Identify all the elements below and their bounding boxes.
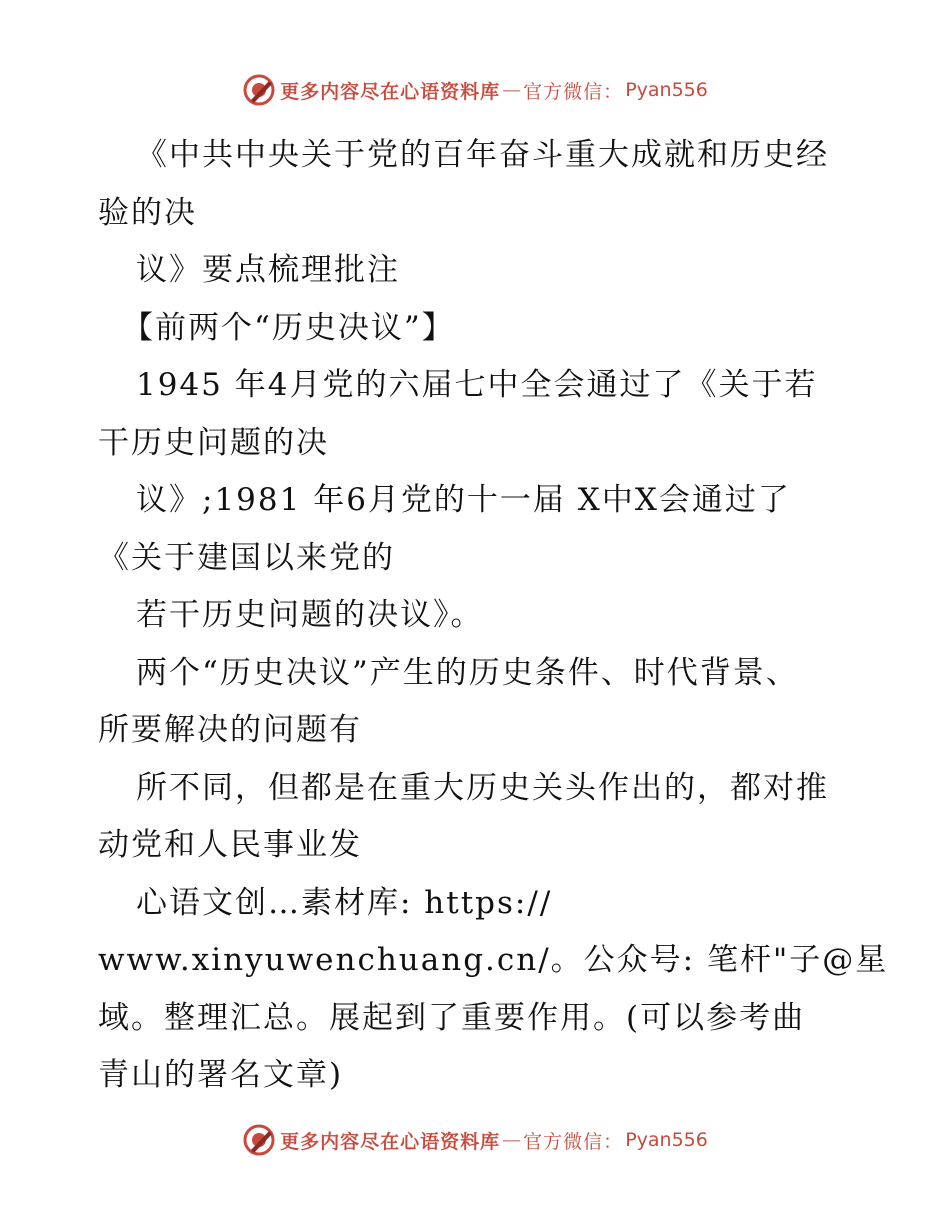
text-line: 心语文创…素材库: https:// [136, 884, 553, 921]
section-heading: 【前两个“历史决议”】 [122, 309, 455, 346]
text-line: 若干历史问题的决议》。 [136, 597, 484, 633]
document-body [98, 127, 889, 1105]
watermark-wechat-label: 官方微信： [523, 80, 624, 103]
text-line: 动党和人民事业发 [98, 827, 362, 863]
text-line: www.xinyuwenchuang.cn/。公众号: 笔杆"子@星 [98, 942, 889, 978]
watermark-separator: — [502, 1129, 522, 1151]
text-line: 干历史问题的决 [98, 424, 329, 461]
text-line: 青山的署名文章) [98, 1057, 344, 1093]
watermark-wechat-label: 官方微信： [523, 1130, 624, 1153]
text-line: 所要解决的问题有 [98, 712, 362, 748]
text-line: 议》;1981 年6月党的十一届 X中X会通过了 [136, 482, 791, 518]
text-line: 议》要点梳理批注 [136, 252, 400, 288]
watermark-main-text: 更多内容尽在心语资料库 [280, 80, 501, 103]
text-line: 《关于建国以来党的 [98, 539, 395, 576]
watermark-wechat-id: Pyan556 [625, 1129, 708, 1151]
pen-logo-icon [242, 73, 276, 107]
header-watermark [0, 70, 950, 110]
text-line: 《中共中央关于党的百年奋斗重大成就和历史经 [136, 137, 829, 173]
footer-watermark [0, 1120, 950, 1160]
text-line: 域。整理汇总。展起到了重要作用。(可以参考曲 [98, 999, 806, 1036]
watermark-separator: — [502, 79, 522, 101]
watermark-wechat-id: Pyan556 [625, 79, 708, 101]
pen-logo-icon [242, 1123, 276, 1157]
text-line: 所不同，但都是在重大历史关头作出的，都对推 [136, 769, 829, 806]
text-line: 两个“历史决议”产生的历史条件、时代背景、 [136, 654, 799, 691]
watermark-main-text: 更多内容尽在心语资料库 [280, 1130, 501, 1153]
text-line: 1945 年4月党的六届七中全会通过了《关于若 [136, 367, 818, 403]
text-line: 验的决 [98, 194, 197, 231]
